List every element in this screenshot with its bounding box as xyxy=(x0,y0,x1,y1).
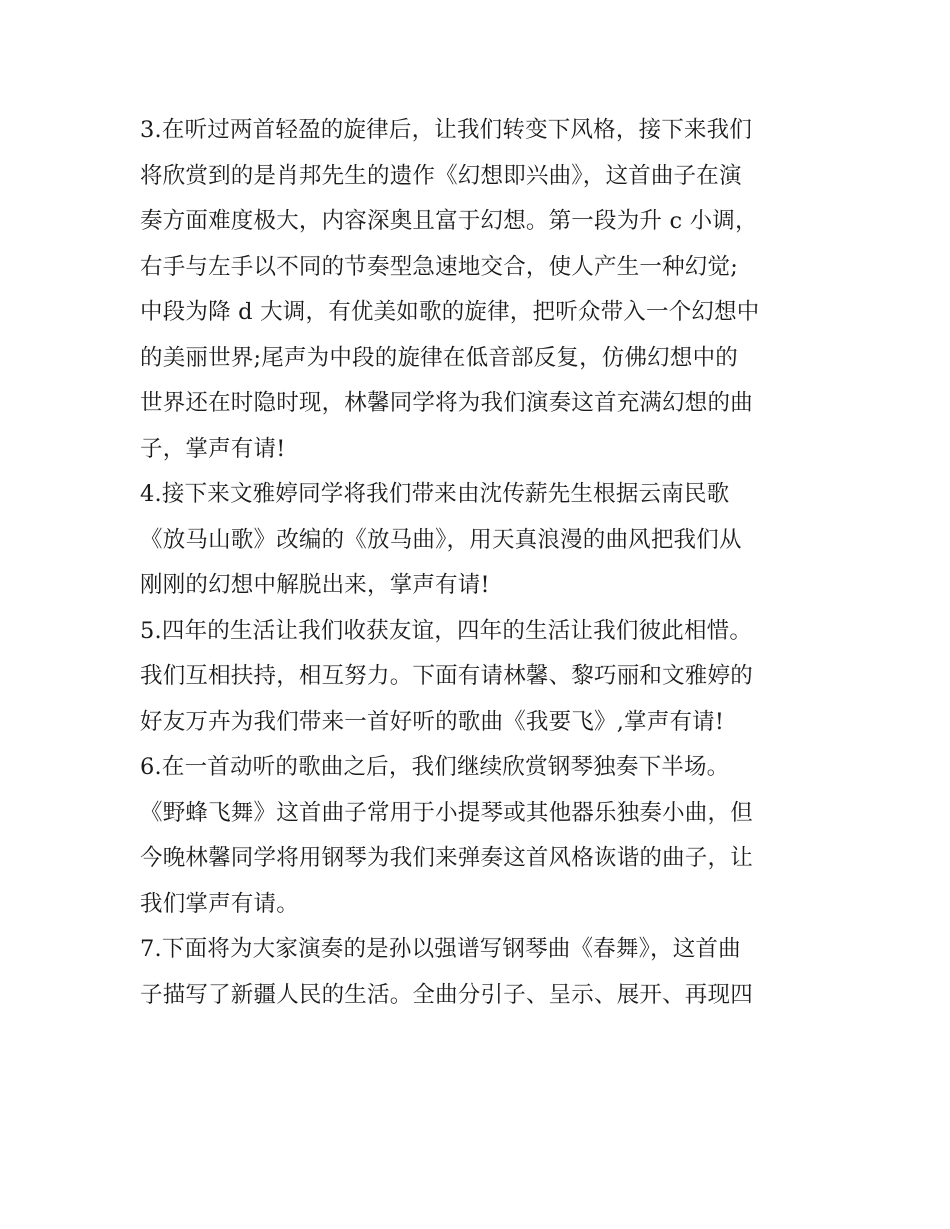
text-line: 今晚林馨同学将用钢琴为我们来弹奏这首风格诙谐的曲子，让 xyxy=(140,845,753,871)
text-line: 5.四年的生活让我们收获友谊，四年的生活让我们彼此相惜。 xyxy=(140,617,753,644)
text-line: 我们掌声有请。 xyxy=(140,890,299,917)
text-line: 我们互相扶持，相互努力。下面有请林馨、黎巧丽和文雅婷的 xyxy=(140,663,753,689)
text-line: 刚刚的幻想中解脱出来，掌声有请! xyxy=(140,572,490,598)
text-line: 将欣赏到的是肖邦先生的遗作《幻想即兴曲》，这首曲子在演 xyxy=(140,162,742,189)
text-line: 好友万卉为我们带来一首好听的歌曲《我要飞》,掌声有请! xyxy=(140,708,725,735)
text-line: 子描写了新疆人民的生活。全曲分引子、呈示、展开、再现四 xyxy=(140,981,753,1008)
body-text xyxy=(140,108,820,1018)
text-line: 4.接下来文雅婷同学将我们带来由沈传薪先生根据云南民歌 xyxy=(140,481,730,507)
text-line: 《野蜂飞舞》这首曲子常用于小提琴或其他器乐独奏小曲，但 xyxy=(140,799,753,826)
text-line: 奏方面难度极大，内容深奥且富于幻想。第一段为升 c 小调， xyxy=(140,208,758,234)
text-line: 子，掌声有请! xyxy=(140,435,286,462)
text-line: 7.下面将为大家演奏的是孙以强谱写钢琴曲《春舞》，这首曲 xyxy=(140,936,741,962)
text-line: 世界还在时隐时现，林馨同学将为我们演奏这首充满幻想的曲 xyxy=(140,390,753,416)
text-line: 3.在听过两首轻盈的旋律后，让我们转变下风格，接下来我们 xyxy=(140,117,753,143)
text-line: 右手与左手以不同的节奏型急速地交合，使人产生一种幻觉; xyxy=(140,253,738,280)
text-line: 中段为降 d 大调，有优美如歌的旋律，把听众带入一个幻想中 xyxy=(140,299,760,325)
text-line: 6.在一首动听的歌曲之后，我们继续欣赏钢琴独奏下半场。 xyxy=(140,754,730,780)
text-line: 《放马山歌》改编的《放马曲》，用天真浪漫的曲风把我们从 xyxy=(140,526,742,553)
text-line: 的美丽世界;尾声为中段的旋律在低音部反复，仿佛幻想中的 xyxy=(140,344,738,371)
